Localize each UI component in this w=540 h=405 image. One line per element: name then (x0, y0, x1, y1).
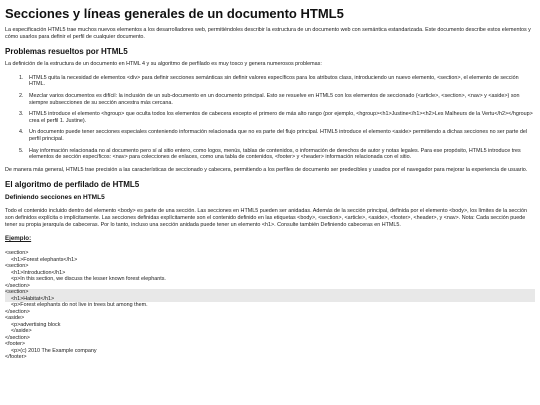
code-line: <p>In this section, we discuss the lesser known forest elephants. (5, 276, 166, 283)
example-label: Ejemplo: (5, 235, 32, 243)
problems-intro: La definición de la estructura de un documento en HTML 4 y su algoritmo de perfilado es muy tosco y genera numerosos problemas: (5, 61, 322, 68)
code-line: <h1>Forest elephants</h1> (5, 256, 78, 263)
problems-summary: De manera más general, HTML5 trae precisión a las características de seccionado y cabecera, permitiendo a los perfiles de documento ser predecibles y usados por el navegador para mejorar la experiencia de usuario. (5, 166, 528, 173)
code-line: <p>(c) 2010 The Example company (5, 347, 97, 354)
code-line: </footer> (5, 354, 27, 361)
page-title: Secciones y líneas generales de un documento HTML5 (5, 6, 344, 21)
problem-item-5: 5. Hay información relacionada no al documento pero sí al sitio entero, como logos, menús, tablas de contenidos, o información de derechos de autor y notas legales. Para ese propósito, HTML5 introduce tres elementos de sección específicos: <nav> para colecciones de enlaces, como una tabla de contenidos, <footer> y <header> información relacionada con el sitio. (25, 148, 535, 161)
problem-item-1: 1. HTML5 quita la necesidad de elementos <div> para definir secciones semánticas sin definir valores específicos para los atributos class, introduciendo un nuevo elemento, <section>, el elemento de sección HTML. (25, 75, 535, 88)
problem-item-3: 3. HTML5 introduce el elemento <hgroup> que oculta todos los elementos de cabecera excepto el primero de más alto rango (por ejemplo, <hgroup><h1>Justine</h1><h2>Les Malheurs de la Vertu</h2></hgroup> crea el perfil 1. Justine). (25, 111, 535, 124)
intro-paragraph: La especificación HTML5 trae muchos nuevos elementos a los desarrolladores web, permitiéndoles describir la estructura de un documento web con semántica estandarizada. Este documento describe estos elementos y cómo usarlos para definir el perfil de cualquier documento. (5, 27, 531, 40)
code-line: </section> (5, 282, 30, 289)
code-line: <section> (5, 250, 29, 257)
code-line: </aside> (5, 328, 32, 335)
problems-list (5, 75, 535, 161)
code-line: <section> (5, 289, 535, 296)
algorithm-heading: El algoritmo de perfilado de HTML5 (5, 180, 140, 190)
code-line: <section> (5, 263, 29, 270)
sections-paragraph: Todo el contenido incluido dentro del elemento <body> es parte de una sección. Las secciones en HTML5 pueden ser anidadas. Además de la sección principal, definida por el elemento <body>, los límites de la sección son definidos explícita o implícitamente. Las secciones definidas explícitamente son el contenido definido en las etiquetas <body>, <section>, <article>, <aside>, <footer>, <header>, y <nav>. Nota: Cada sección puede tener su propia jerarquía de cabeceras. Por lo tanto, incluso una sección anidada puede tener un elemento <h1>. Consulte también Definiendo cabeceras en HTML5. (5, 208, 528, 228)
code-line: <p>advertising block (5, 321, 61, 328)
code-line: </section> (5, 308, 30, 315)
code-line: <p>Forest elephants do not live in trees but among them. (5, 302, 148, 309)
code-line: <h1>Introduction</h1> (5, 269, 66, 276)
code-line: <footer> (5, 341, 26, 348)
problem-item-4: 4. Un documento puede tener secciones especiales conteniendo información relacionada que no es parte del flujo principal. HTML5 introduce el elemento <aside> permitiendo a dichas secciones no ser parte del perfil principal. (25, 129, 535, 142)
code-line: <h1>Habitat</h1> (5, 296, 535, 303)
sections-subheading: Definiendo secciones en HTML5 (5, 194, 105, 202)
problem-item-2: 2. Mezclar varios documentos es difícil: la inclusión de un sub-documento en un documento principal. Esto se resuelve en HTML5 con los elementos de seccionado (<article>, <section>, <nav> y <aside>) son siempre subsecciones de su sección ancestra más cercana. (25, 93, 535, 106)
code-line: <aside> (5, 315, 25, 322)
problems-heading: Problemas resueltos por HTML5 (5, 47, 128, 57)
code-line: </section> (5, 334, 30, 341)
code-example (5, 250, 535, 361)
